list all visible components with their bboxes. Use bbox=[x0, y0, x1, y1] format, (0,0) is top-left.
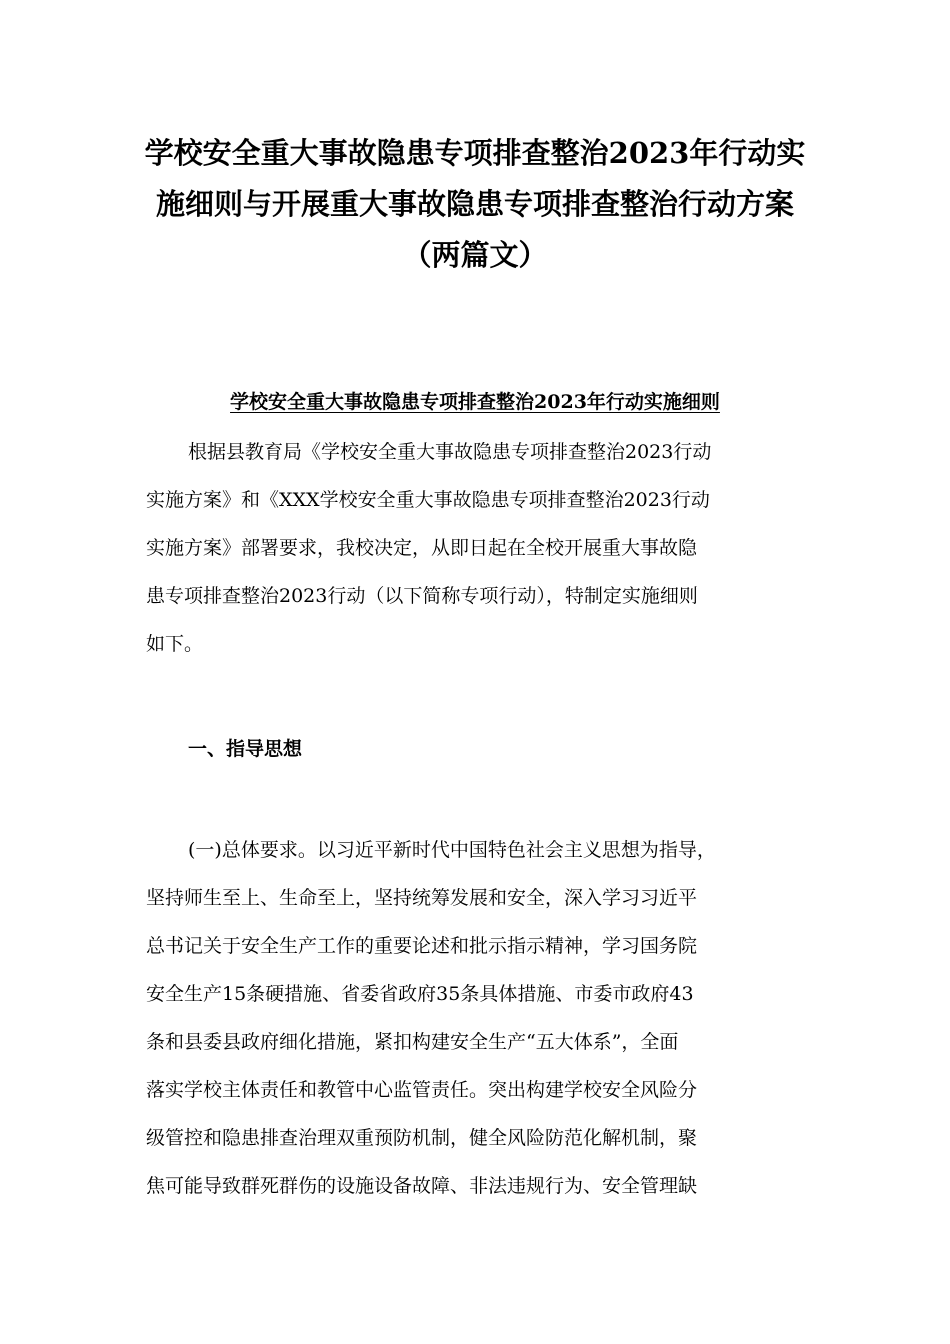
paragraph-line: 级管控和隐患排查治理双重预防机制，健全风险防范化解机制，聚 bbox=[146, 1127, 698, 1149]
heading-guiding-ideology: 一、指导思想 bbox=[188, 738, 303, 760]
document-title-line: （两篇文） bbox=[402, 238, 548, 272]
document-title-line: 施细则与开展重大事故隐患专项排查整治行动方案 bbox=[155, 187, 794, 221]
paragraph-line: 患专项排查整治2023行动（以下简称专项行动），特制定实施细则 bbox=[146, 585, 698, 607]
paragraph-line: 如下。 bbox=[146, 633, 204, 655]
paragraph-line: 实施方案》部署要求，我校决定，从即日起在全校开展重大事故隐 bbox=[146, 537, 698, 559]
section-title bbox=[120, 388, 830, 416]
document-title bbox=[120, 128, 830, 281]
paragraph-line: 根据县教育局《学校安全重大事故隐患专项排查整治2023行动 bbox=[188, 441, 712, 463]
document-title-line: 学校安全重大事故隐患专项排查整治2023年行动实 bbox=[144, 136, 806, 170]
paragraph-line: 焦可能导致群死群伤的设施设备故障、非法违规行为、安全管理缺 bbox=[146, 1175, 698, 1197]
paragraph-line: 安全生产15条硬措施、省委省政府35条具体措施、市委市政府43 bbox=[146, 983, 694, 1005]
section-title-text: 学校安全重大事故隐患专项排查整治2023年行动实施细则 bbox=[230, 391, 720, 413]
paragraph-line: 实施方案》和《XXX学校安全重大事故隐患专项排查整治2023行动 bbox=[146, 489, 710, 511]
paragraph-line: 总书记关于安全生产工作的重要论述和批示指示精神，学习国务院 bbox=[146, 935, 698, 957]
paragraph-line: 条和县委县政府细化措施，紧扣构建安全生产“五大体系”，全面 bbox=[146, 1031, 679, 1053]
intro-paragraph bbox=[146, 428, 826, 668]
general-requirements-paragraph bbox=[146, 826, 826, 1210]
paragraph-line: 落实学校主体责任和教管中心监管责任。突出构建学校安全风险分 bbox=[146, 1079, 698, 1101]
paragraph-line: 坚持师生至上、生命至上，坚持统筹发展和安全，深入学习习近平 bbox=[146, 887, 698, 909]
paragraph-line: (一)总体要求。以习近平新时代中国特色社会主义思想为指导， bbox=[188, 839, 716, 861]
